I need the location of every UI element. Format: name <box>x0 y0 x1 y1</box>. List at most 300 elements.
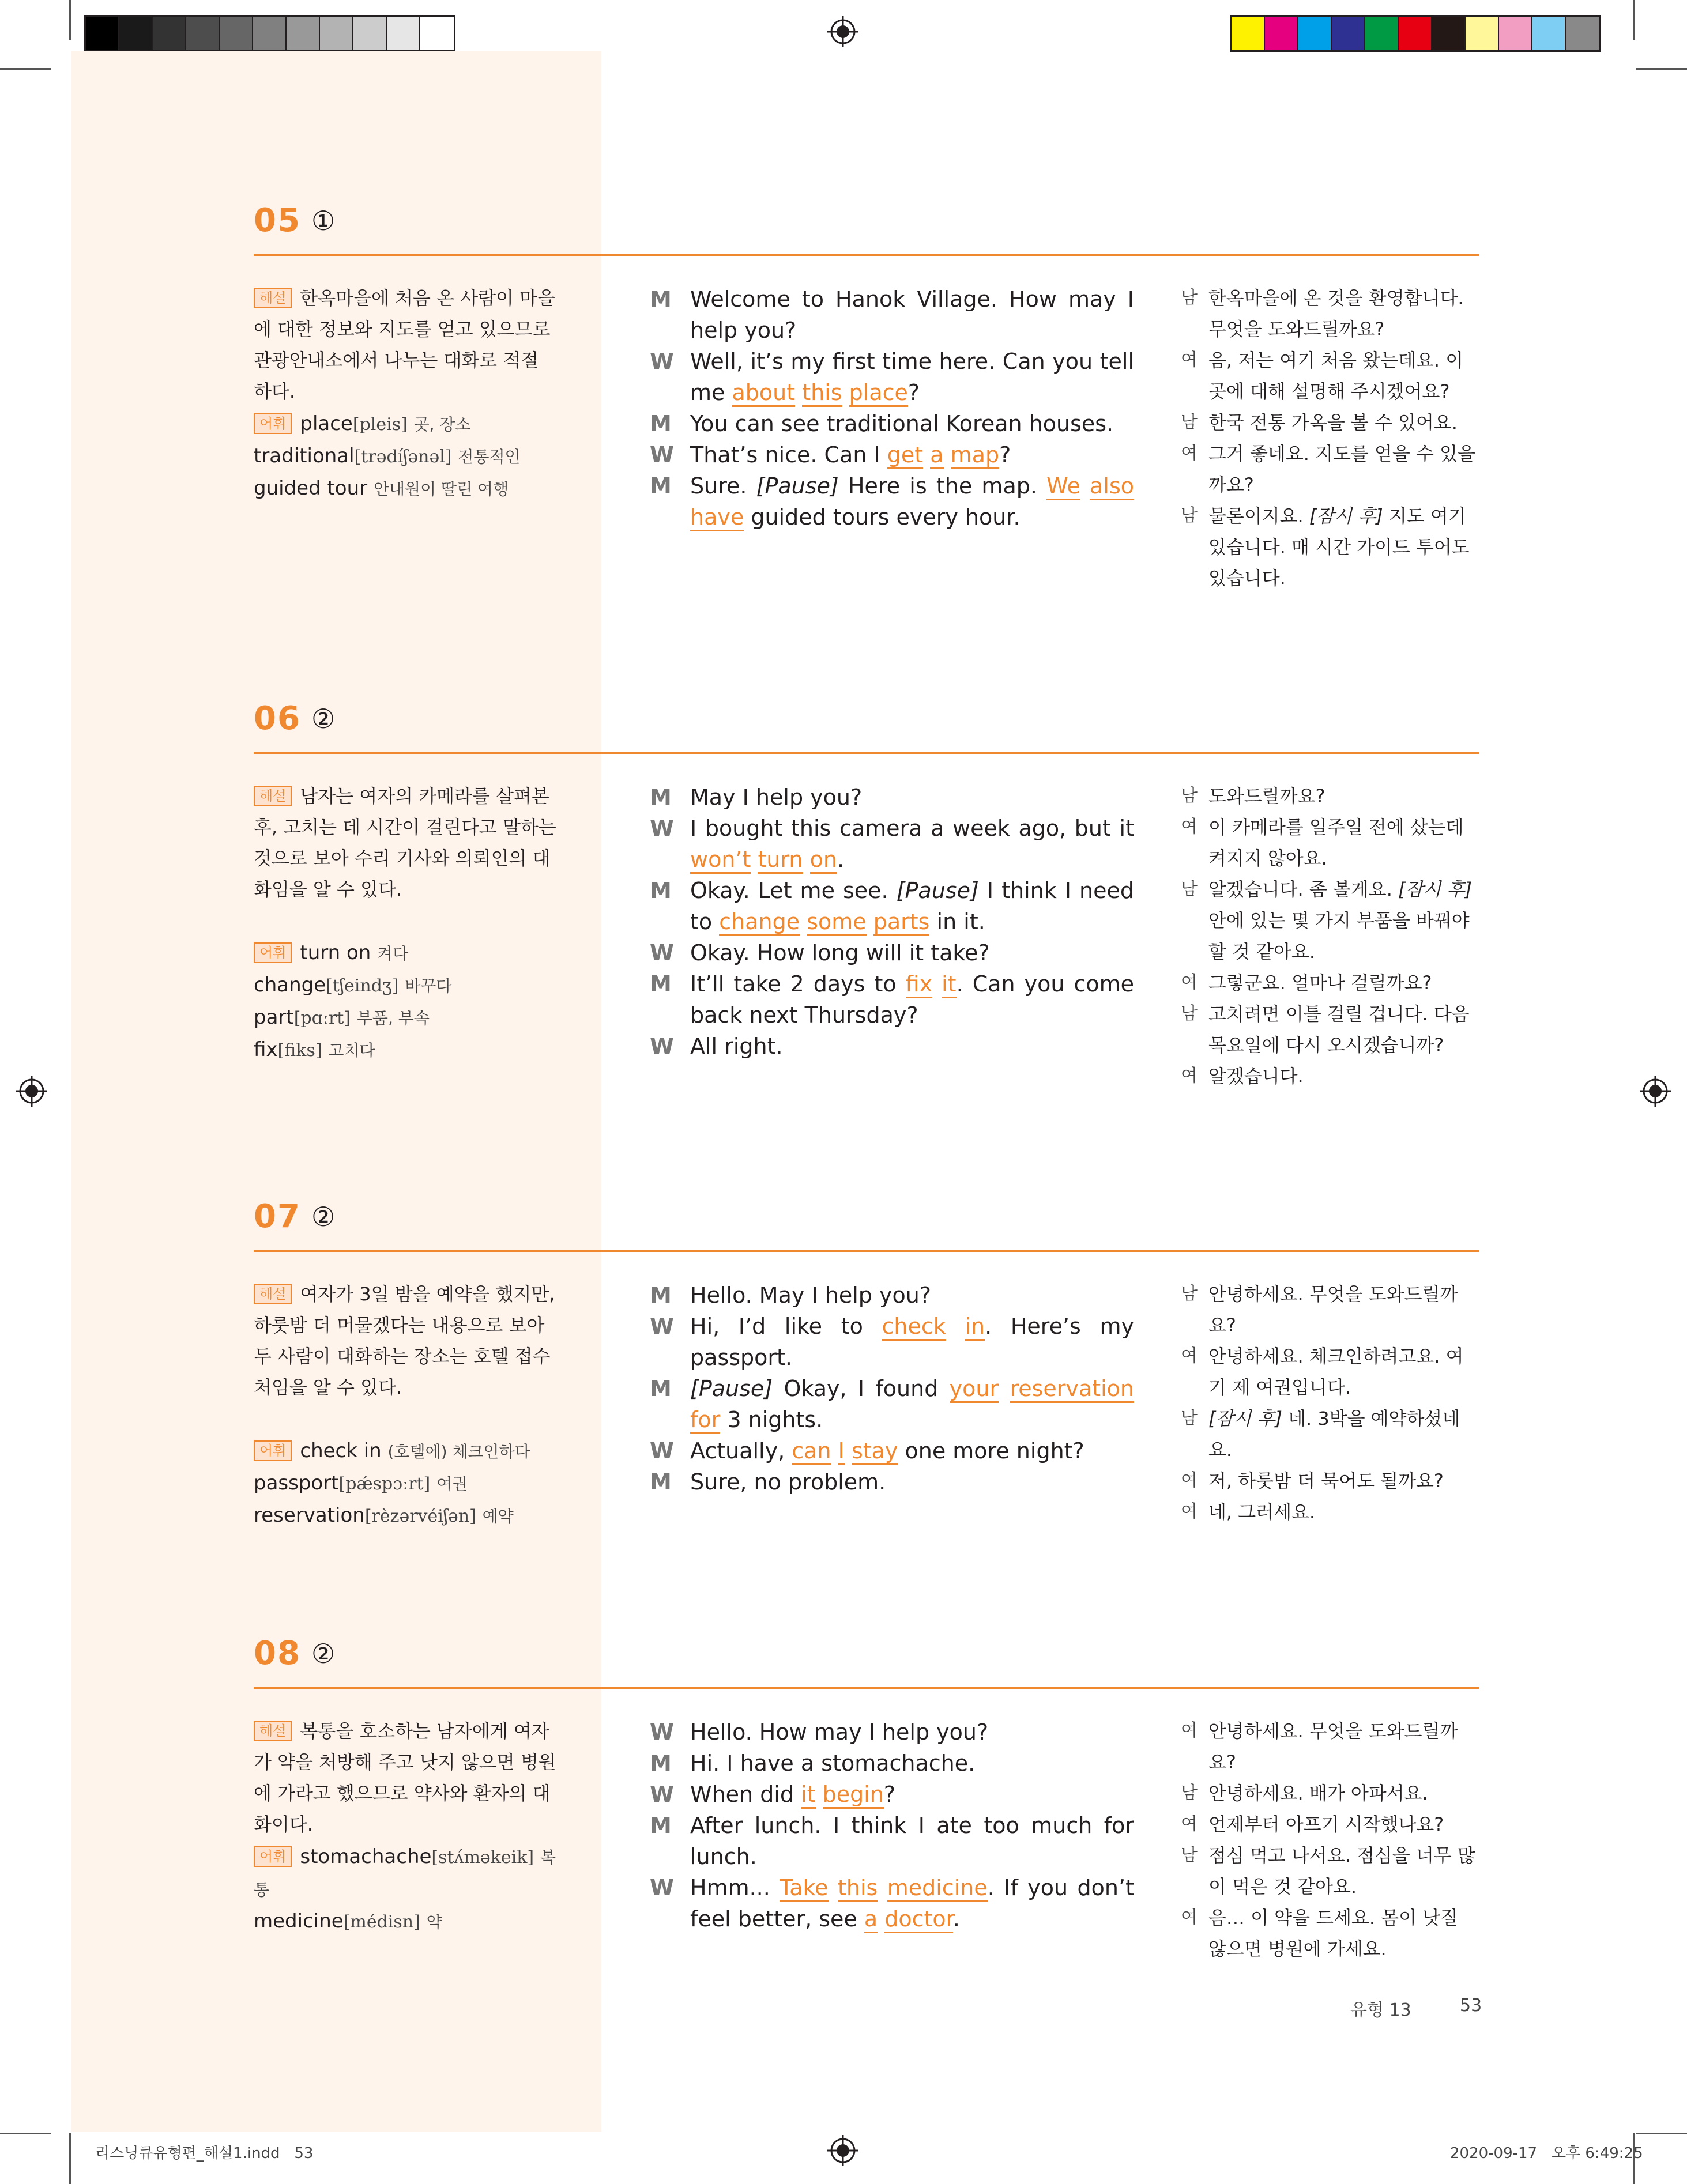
translation-line <box>1181 345 1481 407</box>
question-number: 05 <box>254 202 301 239</box>
vocab-meaning: 곳, 장소 <box>413 415 471 434</box>
process-color-bar <box>1230 15 1601 52</box>
vocab-item <box>254 1500 565 1532</box>
speaker-label: 남 <box>1181 786 1198 806</box>
color-swatch <box>186 17 220 50</box>
speaker-label: M <box>650 878 672 903</box>
vocab-word: stomachache <box>300 1845 432 1868</box>
dialogue-text: 지도 여기 있습니다. 매 시간 가이드 투어도 있습니다. <box>1208 505 1470 589</box>
dialogue-text: Hmm... <box>690 1875 780 1900</box>
speaker-label: W <box>650 1314 674 1339</box>
speaker-label: 남 <box>1181 412 1198 432</box>
dialogue-text: Okay. How long will it take? <box>690 940 990 965</box>
translation-line <box>1181 1715 1481 1778</box>
vocab-phonetic: [fiks] <box>277 1040 322 1061</box>
dialogue-text: [Pause] <box>896 878 979 903</box>
crop-mark <box>69 0 71 40</box>
blank-answer: this <box>838 1875 878 1902</box>
vocab-meaning: 바꾸다 <box>405 976 452 995</box>
speaker-label: M <box>650 411 672 436</box>
speaker-label: M <box>650 1283 672 1308</box>
blank-answer: stay <box>852 1438 898 1465</box>
speaker-label: 여 <box>1181 972 1198 993</box>
dialogue-text: 네, 그러세요. <box>1208 1501 1316 1523</box>
vocab-meaning: 전통적인 <box>458 447 521 466</box>
explanation <box>254 1278 556 1403</box>
speaker-label: M <box>650 971 672 997</box>
blank-answer: begin <box>823 1782 884 1809</box>
dialogue-text: I think I need to <box>690 878 1135 934</box>
dialogue-text <box>831 1438 838 1463</box>
blank-answer: some <box>807 909 866 936</box>
dialogue-text: ? <box>999 442 1011 467</box>
crop-mark <box>0 68 51 70</box>
dialogue-line <box>650 1872 1134 1934</box>
answer-choice: ① <box>311 205 336 236</box>
translation <box>1181 1715 1481 1964</box>
dialogue-text: 알겠습니다. <box>1208 1065 1304 1087</box>
speaker-label: M <box>650 784 672 810</box>
dialogue-line <box>650 1280 1134 1311</box>
speaker-label: W <box>650 1438 674 1463</box>
speaker-label: W <box>650 816 674 841</box>
dialogue-text <box>944 442 951 467</box>
blank-answer: check <box>882 1314 946 1341</box>
vocab-phonetic: [tʃeindʒ] <box>326 976 399 996</box>
section-divider <box>254 1250 1479 1252</box>
section-divider <box>254 752 1479 754</box>
speaker-label: 여 <box>1181 1470 1198 1491</box>
dialogue-line <box>650 1717 1134 1748</box>
vocab-tag: 어휘 <box>254 1846 292 1867</box>
explanation-text: 남자는 여자의 카메라를 살펴본 후, 고치는 데 시간이 걸린다고 말하는 것으로 보아 수리 기사와 의뢰인의 대화임을 알 수 있다. <box>254 785 556 900</box>
vocab-word: turn on <box>300 941 371 964</box>
vocab-item <box>254 1034 565 1066</box>
dialogue-text <box>829 1875 838 1900</box>
blank-answer: it <box>942 971 956 998</box>
section-divider <box>254 254 1479 256</box>
dialogue-text: 점심 먹고 나서요. 점심을 너무 많이 먹은 것 같아요. <box>1208 1844 1475 1898</box>
dialogue-text: 안녕하세요. 배가 아파서요. <box>1208 1782 1428 1804</box>
dialogue-line <box>650 1031 1134 1062</box>
blank-answer: change <box>719 909 800 936</box>
dialogue-text: Sure, no problem. <box>690 1469 886 1495</box>
dialogue-text: I bought this camera a week ago, but it <box>690 816 1134 841</box>
dialogue-text <box>946 1314 965 1339</box>
speaker-label: M <box>650 473 672 499</box>
blank-answer: on <box>810 847 837 874</box>
translation-line <box>1181 812 1481 874</box>
dialogue-text: [잠시 후] <box>1309 505 1383 527</box>
vocab-list <box>254 1435 565 1532</box>
vocab-phonetic: [rèzərvéiʃən] <box>364 1506 476 1526</box>
color-swatch <box>86 17 119 50</box>
speaker-label: M <box>650 286 672 312</box>
vocab-item <box>254 440 565 473</box>
dialogue-text: That’s nice. Can I <box>690 442 887 467</box>
crop-mark <box>0 2133 51 2134</box>
blank-answer: about <box>732 380 795 407</box>
grayscale-color-bar <box>84 15 455 52</box>
vocab-item <box>254 970 565 1002</box>
color-swatch <box>1298 17 1332 50</box>
dialogue-text: Well, it’s my first time here. Can you tell me <box>690 349 1134 405</box>
dialogue-text: 그거 좋네요. 지도를 얻을 수 있을까요? <box>1208 443 1475 496</box>
dialogue-text: 도와드릴까요? <box>1208 785 1326 807</box>
dialogue-text <box>800 909 807 934</box>
translation-line <box>1181 1778 1481 1809</box>
vocab-meaning: 약 <box>426 1913 442 1932</box>
speaker-label: 여 <box>1181 1814 1198 1834</box>
dialogue-text: Okay. Let me see. <box>690 878 897 903</box>
dialogue <box>650 284 1134 533</box>
dialogue-text <box>845 1438 852 1463</box>
vocab-phonetic: [médisn] <box>343 1912 420 1932</box>
dialogue-text <box>751 847 758 872</box>
dialogue-line <box>650 470 1134 533</box>
vocab-tag: 어휘 <box>254 942 292 963</box>
vocab-item <box>254 1002 565 1034</box>
explanation-tag: 해설 <box>254 1721 292 1741</box>
dialogue-line <box>650 1311 1134 1373</box>
dialogue-text: in it. <box>929 909 985 934</box>
speaker-label: W <box>650 1719 674 1745</box>
question-number: 07 <box>254 1198 301 1235</box>
blank-answer: Take <box>780 1875 828 1902</box>
dialogue-text: You can see traditional Korean houses. <box>690 411 1114 436</box>
vocab-word: part <box>254 1006 294 1029</box>
explanation-tag: 해설 <box>254 288 292 308</box>
dialogue-text: After lunch. I think I ate too much for lunch. <box>690 1813 1134 1869</box>
vocab-word: change <box>254 974 326 997</box>
dialogue-text: 안녕하세요. 무엇을 도와드릴까요? <box>1208 1283 1458 1336</box>
dialogue-line <box>650 439 1134 470</box>
dialogue-text: 안에 있는 몇 가지 부품을 바꿔야 할 것 같아요. <box>1208 910 1470 963</box>
dialogue-line <box>650 284 1134 346</box>
dialogue-text: 고치려면 이틀 걸릴 겁니다. 다음 목요일에 다시 오시겠습니까? <box>1208 1003 1470 1056</box>
explanation <box>254 780 556 905</box>
dialogue-text: Sure. <box>690 473 756 499</box>
translation-line <box>1181 1840 1481 1902</box>
dialogue-text: ? <box>907 380 920 405</box>
registration-mark-icon <box>1640 1076 1671 1107</box>
speaker-label: M <box>650 1751 672 1776</box>
dialogue-text: guided tours every hour. <box>744 504 1021 530</box>
blank-answer: medicine <box>887 1875 988 1902</box>
blank-answer: get <box>887 442 923 469</box>
vocab-tag: 어휘 <box>254 1440 292 1461</box>
dialogue-text: 이 카메라를 일주일 전에 샀는데 켜지지 않아요. <box>1208 816 1464 869</box>
color-swatch <box>1499 17 1532 50</box>
blank-answer: I <box>838 1438 845 1465</box>
vocab-word: reservation <box>254 1504 365 1527</box>
dialogue-text: Here is the map. <box>838 473 1047 499</box>
vocab-item <box>254 937 565 970</box>
blank-answer: in <box>965 1314 985 1341</box>
dialogue-text: Hi, I’d like to <box>690 1314 882 1339</box>
vocab-list <box>254 408 565 505</box>
vocab-item <box>254 408 565 440</box>
dialogue <box>650 782 1134 1062</box>
explanation-tag: 해설 <box>254 1284 292 1304</box>
dialogue-text: Hello. May I help you? <box>690 1283 931 1308</box>
question-number: 08 <box>254 1635 301 1672</box>
speaker-label: W <box>650 1033 674 1059</box>
dialogue-line <box>650 782 1134 813</box>
speaker-label: 남 <box>1181 1284 1198 1304</box>
blank-answer: map <box>951 442 999 469</box>
dialogue-text: It’ll take 2 days to <box>690 971 906 997</box>
vocab-word: traditional <box>254 444 355 467</box>
speaker-label: 여 <box>1181 1066 1198 1086</box>
registration-mark-icon <box>827 16 858 47</box>
color-swatch <box>1332 17 1365 50</box>
dialogue-text: 3 nights. <box>720 1407 823 1432</box>
speaker-label: W <box>650 442 674 467</box>
explanation-text: 한옥마을에 처음 온 사람이 마을에 대한 정보와 지도를 얻고 있으므로 관광안내소에서 나누는 대화로 적절하다. <box>254 287 555 402</box>
dialogue-text <box>1080 473 1090 499</box>
dialogue-line <box>650 1779 1134 1810</box>
dialogue-text: 안녕하세요. 무엇을 도와드릴까요? <box>1208 1720 1458 1773</box>
crop-mark <box>1636 68 1687 70</box>
blank-answer: reservation <box>1010 1376 1134 1403</box>
dialogue-text: 음, 저는 여기 처음 왔는데요. 이곳에 대해 설명해 주시겠어요? <box>1208 349 1464 402</box>
blank-answer: won’t <box>690 847 751 874</box>
dialogue-text: 그렇군요. 얼마나 걸릴까요? <box>1208 972 1432 994</box>
speaker-label: W <box>650 940 674 965</box>
vocab-phonetic: [trədíʃənəl] <box>354 447 452 467</box>
speaker-label: M <box>650 1376 672 1401</box>
speaker-label: W <box>650 349 674 374</box>
translation-line <box>1181 874 1481 967</box>
speaker-label: 여 <box>1181 350 1198 370</box>
translation <box>1181 282 1481 594</box>
vocab-meaning: 여권 <box>436 1474 468 1493</box>
vocab-item <box>254 1468 565 1500</box>
dialogue-line <box>650 1373 1134 1435</box>
explanation <box>254 282 556 407</box>
color-swatch <box>1265 17 1298 50</box>
dialogue-text <box>999 1376 1010 1401</box>
dialogue-text: . <box>837 847 845 872</box>
vocab-meaning: 복통 <box>254 1848 556 1899</box>
crop-mark <box>1636 2133 1687 2134</box>
blank-answer: fix <box>906 971 932 998</box>
blank-answer: this <box>802 380 842 407</box>
slug-filename: 리스닝큐유형편_해설1.indd 53 <box>95 2145 314 2162</box>
dialogue-text: [Pause] <box>756 473 839 499</box>
translation <box>1181 780 1481 1092</box>
section-divider <box>254 1687 1479 1689</box>
color-swatch <box>119 17 153 50</box>
speaker-label: 남 <box>1181 1783 1198 1803</box>
speaker-label: M <box>650 1813 672 1838</box>
translation-line <box>1181 500 1481 594</box>
translation-line <box>1181 780 1481 812</box>
vocab-meaning: 켜다 <box>377 944 409 963</box>
dialogue-text: . If you don’t feel better, see <box>690 1875 1134 1932</box>
dialogue-text <box>795 380 802 405</box>
dialogue-text: All right. <box>690 1033 783 1059</box>
vocab-item <box>254 1841 565 1906</box>
color-swatch <box>1532 17 1566 50</box>
vocab-list <box>254 937 565 1066</box>
vocab-word: guided tour <box>254 477 368 500</box>
vocab-phonetic: [pǽspɔːrt] <box>338 1474 431 1494</box>
dialogue-line <box>650 1435 1134 1466</box>
color-swatch <box>1365 17 1399 50</box>
explanation-text: 복통을 호소하는 남자에게 여자가 약을 처방해 주고 낫지 않으면 병원에 가라고 했으므로 약사와 환자의 대화이다. <box>254 1720 556 1835</box>
vocab-item <box>254 473 565 505</box>
blank-answer: a <box>864 1906 878 1933</box>
vocab-meaning: (호텔에) 체크인하다 <box>387 1442 530 1461</box>
vocab-item <box>254 1906 565 1938</box>
vocab-phonetic: [stʌ́məkeik] <box>431 1847 534 1868</box>
vocab-tag: 어휘 <box>254 413 292 434</box>
vocab-word: passport <box>254 1472 339 1495</box>
speaker-label: 여 <box>1181 1907 1198 1927</box>
translation-line <box>1181 407 1481 438</box>
color-swatch <box>220 17 253 50</box>
speaker-label: 여 <box>1181 1721 1198 1741</box>
dialogue-line <box>650 937 1134 968</box>
vocab-word: check in <box>300 1439 382 1462</box>
blank-answer: can <box>792 1438 831 1465</box>
dialogue-text: . <box>952 1906 960 1932</box>
dialogue-text: 알겠습니다. 좀 볼게요. <box>1208 878 1399 900</box>
registration-mark-icon <box>16 1076 47 1107</box>
speaker-label: W <box>650 1782 674 1807</box>
dialogue-text: . Can you come back next Thursday? <box>690 971 1135 1028</box>
translation-line <box>1181 967 1481 998</box>
vocab-phonetic: [pleis] <box>352 414 408 435</box>
dialogue-text: 안녕하세요. 체크인하려고요. 여기 제 여권입니다. <box>1208 1345 1464 1398</box>
question-number: 06 <box>254 700 301 737</box>
vocab-item <box>254 1435 565 1468</box>
dialogue-text: [Pause] <box>690 1376 773 1401</box>
color-swatch <box>1466 17 1499 50</box>
page-number: 53 <box>1460 1996 1482 2016</box>
color-swatch <box>420 17 454 50</box>
dialogue-text: 저, 하룻밤 더 묵어도 될까요? <box>1208 1470 1444 1492</box>
dialogue-text <box>816 1782 823 1807</box>
dialogue-line <box>650 813 1134 875</box>
answer-choice: ② <box>311 703 336 734</box>
translation-line <box>1181 998 1481 1061</box>
dialogue-text: Okay, I found <box>773 1376 950 1401</box>
dialogue <box>650 1717 1134 1934</box>
vocab-word: fix <box>254 1038 278 1061</box>
dialogue-text: When did <box>690 1782 801 1807</box>
translation-line <box>1181 438 1481 500</box>
blank-answer: turn <box>758 847 803 874</box>
vocab-phonetic: [pɑːrt] <box>293 1008 351 1028</box>
speaker-label: 남 <box>1181 288 1198 308</box>
speaker-label: M <box>650 1469 672 1495</box>
dialogue-line <box>650 1810 1134 1872</box>
dialogue-text: 언제부터 아프기 시작했나요? <box>1208 1813 1444 1835</box>
dialogue-text: one more night? <box>898 1438 1084 1463</box>
dialogue-text <box>867 909 873 934</box>
speaker-label: W <box>650 1875 674 1900</box>
color-swatch <box>287 17 320 50</box>
dialogue-text: Welcome to Hanok Village. How may I help you? <box>690 286 1134 343</box>
dialogue-text: 음… 이 약을 드세요. 몸이 낫질 않으면 병원에 가세요. <box>1208 1907 1459 1960</box>
dialogue-text <box>878 1875 887 1900</box>
dialogue-text: ? <box>883 1782 896 1807</box>
blank-answer: place <box>849 380 908 407</box>
dialogue-text: 한국 전통 가옥을 볼 수 있어요. <box>1208 412 1458 433</box>
dialogue-text <box>923 442 930 467</box>
dialogue-text: . Here’s my passport. <box>690 1314 1134 1370</box>
speaker-label: 여 <box>1181 817 1198 837</box>
color-swatch <box>353 17 387 50</box>
speaker-label: 남 <box>1181 1004 1198 1024</box>
color-swatch <box>253 17 287 50</box>
vocab-meaning: 부품, 부속 <box>356 1009 430 1028</box>
crop-mark <box>1633 0 1635 40</box>
translation-line <box>1181 1902 1481 1964</box>
registration-mark-icon <box>827 2135 858 2166</box>
dialogue-line <box>650 408 1134 439</box>
color-swatch <box>320 17 353 50</box>
type-label: 유형 13 <box>1350 2000 1411 2020</box>
translation-line <box>1181 1809 1481 1840</box>
dialogue-text: 네. 3박을 예약하셨네요. <box>1208 1408 1460 1461</box>
explanation-text: 여자가 3일 밤을 예약을 했지만, 하룻밤 더 머물겠다는 내용으로 보아 두 사람이 대화하는 장소는 호텔 접수처임을 알 수 있다. <box>254 1283 555 1398</box>
dialogue-text: 물론이지요. <box>1208 505 1309 527</box>
dialogue-text <box>932 971 942 997</box>
dialogue-text <box>803 847 810 872</box>
crop-mark <box>69 2133 71 2184</box>
blank-answer: also <box>1090 473 1134 500</box>
translation-line <box>1181 282 1481 345</box>
blank-answer: We <box>1046 473 1080 500</box>
blank-answer: for <box>690 1407 720 1434</box>
vocab-list <box>254 1841 565 1938</box>
blank-answer: have <box>690 504 744 531</box>
dialogue-line <box>650 1748 1134 1779</box>
dialogue-line <box>650 346 1134 408</box>
speaker-label: 여 <box>1181 1502 1198 1522</box>
blank-answer: parts <box>873 909 930 936</box>
dialogue-text: May I help you? <box>690 784 863 810</box>
speaker-label: 여 <box>1181 443 1198 463</box>
dialogue-text: [잠시 후] <box>1208 1408 1282 1429</box>
color-swatch <box>153 17 186 50</box>
translation <box>1181 1278 1481 1527</box>
dialogue-line <box>650 1466 1134 1498</box>
blank-answer: a <box>930 442 943 469</box>
dialogue-text: 한옥마을에 온 것을 환영합니다. 무엇을 도와드릴까요? <box>1208 287 1464 340</box>
speaker-label: 남 <box>1181 1845 1198 1865</box>
speaker-label: 남 <box>1181 879 1198 899</box>
translation-line <box>1181 1496 1481 1527</box>
speaker-label: 남 <box>1181 506 1198 526</box>
dialogue-text: Actually, <box>690 1438 792 1463</box>
vocab-meaning: 안내원이 딸린 여행 <box>373 480 509 499</box>
dialogue-text <box>878 1906 884 1932</box>
dialogue-text: Hi. I have a stomachache. <box>690 1751 976 1776</box>
slug-timestamp: 2020-09-17 오후 6:49:25 <box>1450 2145 1643 2162</box>
dialogue-line <box>650 968 1134 1031</box>
speaker-label: 여 <box>1181 1346 1198 1366</box>
explanation <box>254 1715 556 1840</box>
vocab-word: place <box>300 412 353 435</box>
blank-answer: doctor <box>884 1906 953 1933</box>
dialogue-text: Hello. How may I help you? <box>690 1719 989 1745</box>
vocab-meaning: 고치다 <box>328 1041 375 1060</box>
